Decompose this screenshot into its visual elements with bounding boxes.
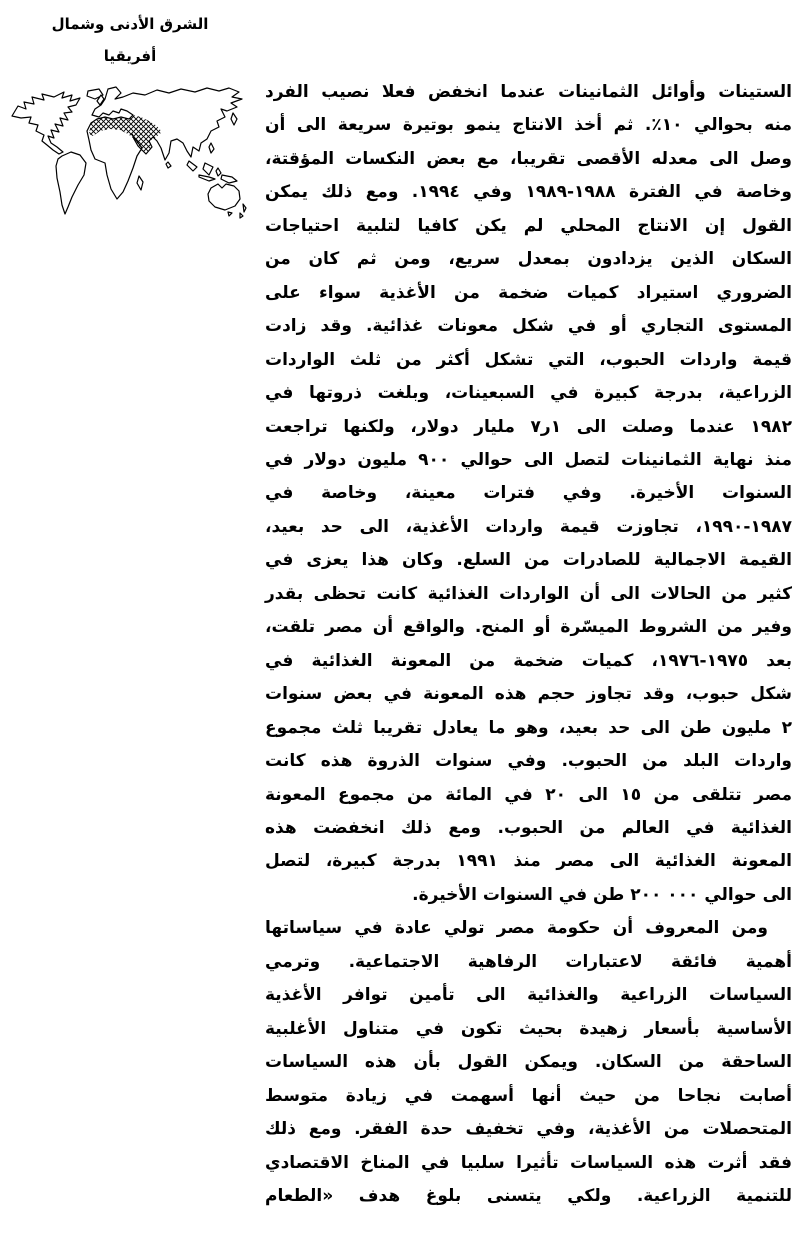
- map-australia: [208, 184, 240, 210]
- map-new-guinea: [221, 175, 237, 183]
- paragraph: [265, 912, 792, 1213]
- text-line: الساحقة من السكان. ويمكن القول بأن هذه السياسات: [265, 1052, 792, 1073]
- text-line: شكل حبوب، وقد تجاوز حجم هذه المعونة في بعض سنوات: [265, 684, 792, 705]
- text-line: الزراعية، بدرجة كبيرة في السبعينات، وبلغت ذروتها في: [265, 383, 792, 404]
- text-line: وصل الى معدله الأقصى تقريبا، مع بعض النكسات المؤقتة،: [265, 148, 792, 169]
- text-line: السياسات الزراعية والغذائية الى تأمين توافر الأغذية: [265, 985, 792, 1006]
- map-caption: [6, 14, 254, 66]
- world-map-figure: [6, 14, 254, 222]
- text-line: فقد أثرت هذه السياسات تأثيرا سلبيا في المناخ الاقتصادي: [265, 1152, 792, 1173]
- text-line: ١٩٨٢ عندما وصلت الى ١ر٧ مليار دولار، ولكنها تراجعت: [265, 416, 792, 437]
- text-line: الى حوالي ٢٠٠ ٠٠٠ طن في السنوات الأخيرة.: [412, 884, 792, 905]
- article-text: [265, 76, 792, 1213]
- text-line: المستوى التجاري أو في شكل معونات غذائية. وقد زادت: [265, 316, 792, 337]
- text-line: ١٩٨٧-١٩٩٠، تجاوزت قيمة واردات الأغذية، الى حد بعيد،: [265, 516, 792, 537]
- text-line: واردات البلد من الحبوب. وفي سنوات الذروة هذه كانت: [265, 751, 792, 772]
- map-south-america: [56, 152, 86, 214]
- text-line: أصابت نجاحا من حيث أنها أسهمت في زيادة متوسط: [265, 1085, 792, 1106]
- map-sumatra: [187, 161, 197, 171]
- text-line: أهمية فائقة لاعتبارات الرفاهية الاجتماعية. وترمي: [265, 951, 792, 972]
- text-line: ٢ مليون طن الى حد بعيد، وهو ما يعادل تقريبا ثلث مجموع: [265, 717, 792, 738]
- map-java: [199, 175, 215, 181]
- text-line: السكان الذين يزدادون بمعدل سريع، ومن ثم كان من: [265, 249, 792, 270]
- text-line: السنوات الأخيرة. وفي فترات معينة، وخاصة في: [265, 483, 792, 504]
- map-philippines: [209, 143, 214, 153]
- map-new-zealand: [240, 204, 246, 218]
- text-line: منه بحوالي ١٠٪. ثم أخذ الانتاج ينمو بوتيرة سريعة الى أن: [265, 115, 792, 136]
- map-madagascar: [137, 176, 143, 190]
- text-line: المتحصلات من الأغذية، وفي تخفيف حدة الفقر. ومع ذلك: [265, 1119, 792, 1140]
- text-line: الضروري استيراد كميات ضخمة من الأغذية سواء على: [265, 282, 792, 303]
- text-line: الأساسية بأسعار زهيدة بحيث تكون في متناول الأغلبية: [265, 1018, 792, 1039]
- map-tasmania: [228, 212, 232, 216]
- text-line: وفير من الشروط الميسّرة أو المنح. والواقع أن مصر تلقت،: [265, 617, 792, 638]
- text-line: وخاصة في الفترة ١٩٨٨-١٩٨٩ وفي ١٩٩٤. ومع ذلك يمكن: [265, 182, 792, 203]
- text-line: القول إن الانتاج المحلي لم يكن كافيا لتلبية احتياجات: [265, 215, 792, 236]
- text-line: منذ نهاية الثمانينات لتصل الى حوالي ٩٠٠ مليون دولار في: [265, 449, 792, 470]
- map-japan: [231, 113, 237, 125]
- text-line: المعونة الغذائية الى مصر منذ ١٩٩١ بدرجة كبيرة، لتصل: [265, 851, 793, 872]
- map-caption-line1: الشرق الأدنى وشمال: [51, 15, 209, 33]
- map-sulawesi: [216, 168, 221, 176]
- paragraph: [265, 76, 792, 912]
- text-line: ومن المعروف أن حكومة مصر تولي عادة في سياساتها: [265, 918, 768, 939]
- map-eurasia-africa: [87, 87, 242, 199]
- text-line: قيمة واردات الحبوب، التي تشكل أكثر من ثلث الواردات: [265, 349, 792, 370]
- text-line: الستينات وأوائل الثمانينات عندما انخفض فعلا نصيب الفرد: [265, 82, 792, 102]
- map-borneo: [203, 163, 213, 175]
- map-caption-line2: أفريقيا: [103, 47, 157, 65]
- text-line: بعد ١٩٧٥-١٩٧٦، كميات ضخمة من المعونة الغذائية في: [265, 650, 793, 671]
- text-line: القيمة الاجمالية للصادرات من السلع. وكان هذا يعزى في: [265, 550, 792, 571]
- text-line: كثير من الحالات الى أن الواردات الغذائية كانت تحظى بقدر: [265, 583, 792, 604]
- map-north-america: [12, 92, 80, 154]
- map-sri-lanka: [166, 162, 171, 168]
- text-line: مصر تتلقى من ١٥ الى ٢٠ في المائة من مجموع المعونة: [265, 784, 792, 805]
- text-line: للتنمية الزراعية. ولكي يتسنى بلوغ هدف «الطعام: [265, 1185, 792, 1206]
- text-line: الغذائية في العالم من الحبوب. ومع ذلك انخفضت هذه: [265, 817, 792, 838]
- world-map-image: [6, 84, 250, 220]
